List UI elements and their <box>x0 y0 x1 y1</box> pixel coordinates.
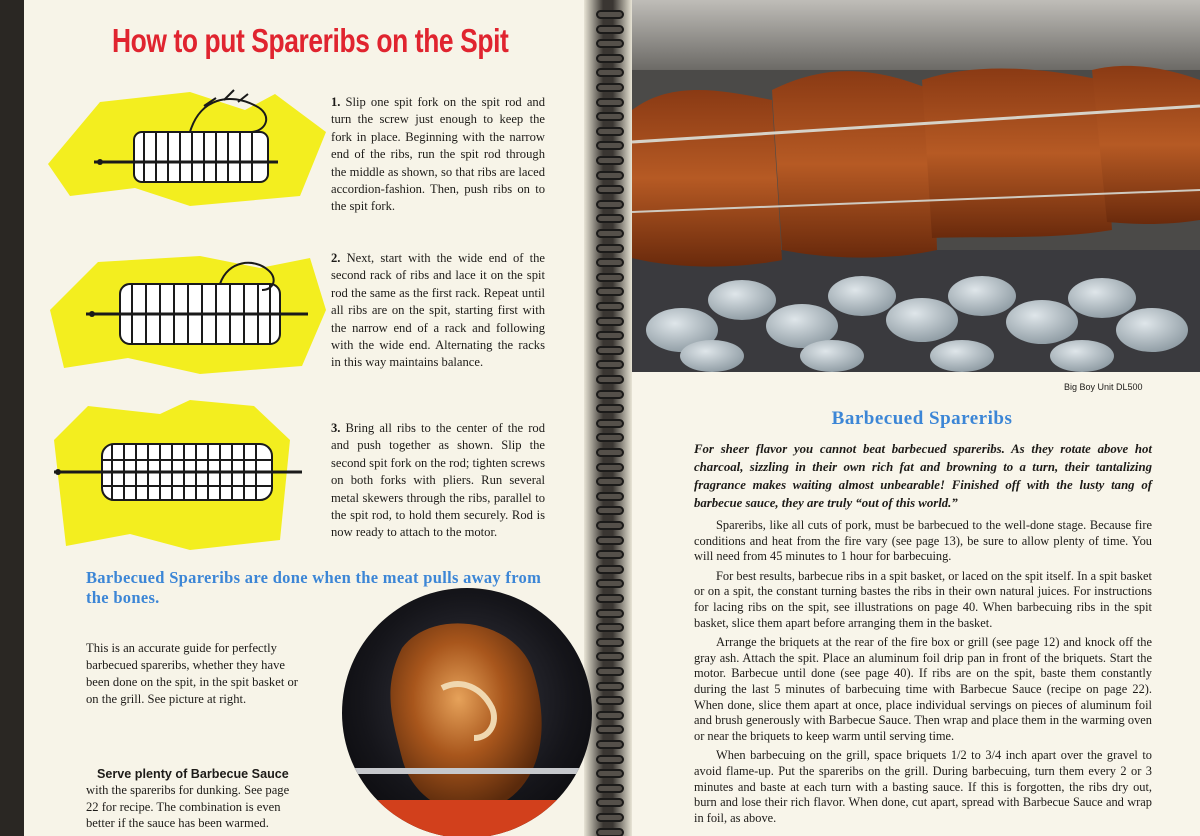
step-text: Slip one spit fork on the spit rod and turn the screw just enough to keep the fork in place. Beginning with the narrow end of the ribs, run the spit rod through the middle as shown, so that ribs are laced accordion-fashion. Then, push ribs on to the spit fork. <box>331 95 545 214</box>
sauce-paragraph: with the spareribs for dunking. See page 22 for recipe. The combination is even better if the sauce has been warmed. <box>86 783 290 830</box>
binding-coil <box>596 550 624 559</box>
binding-coil <box>596 755 624 764</box>
binding-coil <box>596 346 624 355</box>
step-number: 3. <box>331 421 341 435</box>
binding-coil <box>596 623 624 632</box>
binding-coil <box>596 448 624 457</box>
recipe-body <box>694 518 1152 836</box>
doneness-heading: Barbecued Spareribs are done when the meat pulls away from the bones. <box>86 568 542 607</box>
binding-coil <box>596 696 624 705</box>
binding-coil <box>596 360 624 369</box>
rib-rack-drawing <box>134 132 268 182</box>
binding-coil <box>596 214 624 223</box>
binding-coil <box>596 725 624 734</box>
binding-coil <box>596 54 624 63</box>
binding-coil <box>596 740 624 749</box>
body-paragraph: Spareribs, like all cuts of pork, must be barbecued to the well-done stage. Because fire conditions and heat from the fire vary (see page 13), be sure to allow plenty of time. You will need from 45 minutes to 1 hour for barbecuing. <box>694 518 1152 564</box>
instruction-step-2 <box>331 250 545 372</box>
body-paragraph: For best results, barbecue ribs in a spit basket, or laced on the spit itself. In a spit basket or on a spit, the constant turning bastes the ribs in their own natural juices. For instructions for lacing ribs on the spit, see illustrations on page 40. When barbecuing ribs in the spit basket, slice them apart before arranging them in the basket. <box>694 568 1152 630</box>
binding-coil <box>596 798 624 807</box>
binding-coil <box>596 127 624 136</box>
step-number: 1. <box>331 95 341 109</box>
barbecue-unit-photo <box>632 0 1200 372</box>
binding-coil <box>596 433 624 442</box>
binding-coil <box>596 39 624 48</box>
binding-coil <box>596 141 624 150</box>
binding-coil <box>596 682 624 691</box>
binding-coil <box>596 565 624 574</box>
binding-coil <box>596 98 624 107</box>
binding-coil <box>596 10 624 19</box>
binding-coil <box>596 229 624 238</box>
binding-coil <box>596 258 624 267</box>
binding-coil <box>596 536 624 545</box>
binding-coil <box>596 667 624 676</box>
illustration-step-2 <box>40 250 330 380</box>
ribs-closeup-photo <box>342 588 592 836</box>
binding-coil <box>596 317 624 326</box>
binding-coil <box>596 200 624 209</box>
binding-coil <box>596 273 624 282</box>
binding-coil <box>596 302 624 311</box>
binding-coil <box>596 156 624 165</box>
body-paragraph: Arrange the briquets at the rear of the fire box or grill (see page 12) and knock off the gray ash. Attach the spit. Place an aluminum foil drip pan in front of the briquets. Start the motor. Barbecue until done (see page 40). If ribs are on the spit, baste them constantly during the last 5 minutes of barbecuing time with Barbecue Sauce (recipe on page 22). When done, slice them apart at once, place individual servings on pieces of aluminum foil and brush generously with Barbecue Sauce. Then wrap and place them in the warming oven or near the briquets to keep warm until serving time. <box>694 635 1152 743</box>
binding-coil <box>596 185 624 194</box>
binding-coil <box>596 579 624 588</box>
binding-coil <box>596 477 624 486</box>
binding-coil <box>596 331 624 340</box>
binding-coil <box>596 711 624 720</box>
binding-coil <box>596 492 624 501</box>
binding-coil <box>596 375 624 384</box>
binding-coil <box>596 638 624 647</box>
instruction-step-1 <box>331 94 545 216</box>
step-number: 2. <box>331 251 341 265</box>
binding-coil <box>596 171 624 180</box>
binding-coil <box>596 287 624 296</box>
binding-coil <box>596 390 624 399</box>
instruction-step-3 <box>331 420 545 542</box>
binding-coil <box>596 769 624 778</box>
recipe-intro: For sheer flavor you cannot beat barbecued spareribs. As they rotate above hot charcoal, sizzling in their own rich fat and browning to a turn, their tantalizing fragrance makes waiting almost unbearable! Finished off with the lusty tang of barbecue sauce, they are truly “out of this world.” <box>694 442 1152 510</box>
photo-caption: Big Boy Unit DL500 <box>1064 382 1143 392</box>
binding-coil <box>596 594 624 603</box>
binding-coil <box>596 609 624 618</box>
illustration-step-1 <box>40 84 330 214</box>
recipe-heading: Barbecued Spareribs <box>831 408 1013 429</box>
step-text: Bring all ribs to the center of the rod and push together as shown. Slip the second spit fork on the rod; tighten screws on both forks with pliers. Run several metal skewers through the ribs, parallel to the spit rod, to hold them securely. Rod is now ready to attach to the motor. <box>331 421 545 540</box>
binding-coil <box>596 652 624 661</box>
binding-coil <box>596 521 624 530</box>
binding-coil <box>596 784 624 793</box>
binding-coil <box>596 68 624 77</box>
binding-coil <box>596 112 624 121</box>
body-paragraph: When barbecuing on the grill, space briquets 1/2 to 3/4 inch apart over the gravel to avoid flame-up. Put the spareribs on the grill. During barbecuing, turn them every 2 or 3 minutes and baste at each turn with a basting sauce. If this is forgotten, the ribs dry out, burn and lose their rich flavor. When done, cut apart, spread with Barbecue Sauce and wrap in foil, as above. <box>694 748 1152 825</box>
binding-coil <box>596 404 624 413</box>
step-text: Next, start with the wide end of the second rack of ribs and lace it on the spit rod the same as the first rack. Repeat until all ribs are on the spit, starting first with the narrow end of a rack and following with the wide end. Alternating the racks in this way maintains balance. <box>331 251 545 370</box>
guide-paragraph: This is an accurate guide for perfectly barbecued spareribs, whether they have been done on the spit, in the spit basket or on the grill. See picture at right. <box>86 641 298 706</box>
page-title: How to put Spareribs on the Spit <box>112 22 509 59</box>
binding-coil <box>596 828 624 836</box>
binding-coil <box>596 463 624 472</box>
binding-coil <box>596 506 624 515</box>
binding-coil <box>596 244 624 253</box>
illustration-step-3 <box>40 400 330 550</box>
sauce-heading: Serve plenty of Barbecue Sauce <box>97 767 289 781</box>
binding-coil <box>596 813 624 822</box>
binding-coil <box>596 25 624 34</box>
binding-coil <box>596 83 624 92</box>
binding-coil <box>596 419 624 428</box>
